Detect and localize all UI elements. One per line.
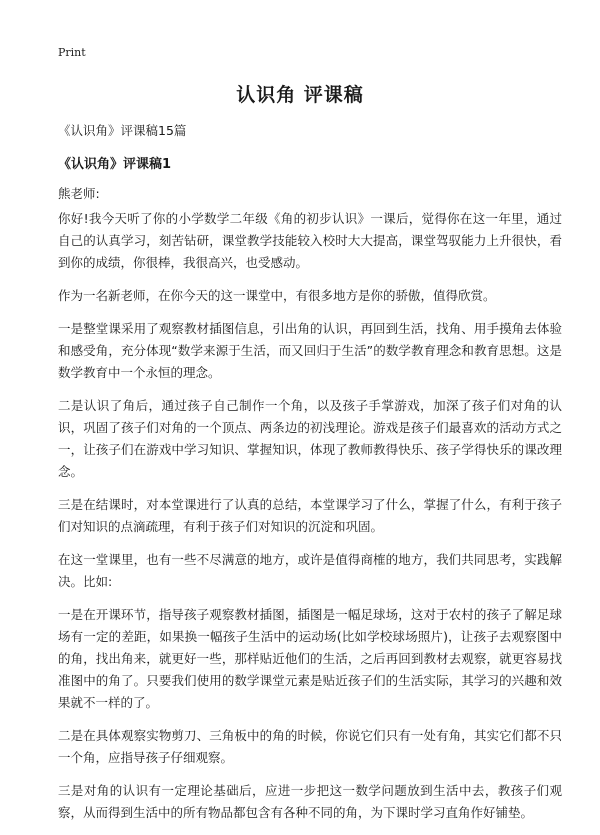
paragraph-3: 一是整堂课采用了观察教材插图信息，引出角的认识，再回到生活，找角、用手摸角去体验和感受角，充分体现“数学来源于生活，而又回归于生活”的数学教育理念和教育思想。这是数学教育中一个永恒的理念。 [58,321,562,380]
paragraph-5: 三是在结课时，对本堂课进行了认真的总结，本堂课学习了什么，掌握了什么，有利于孩子们对知识的点滴疏理，有利于孩子们对知识的沉淀和巩固。 [58,497,562,534]
document-body [58,208,562,835]
section-heading: 《认识角》评课稿1 [58,157,172,172]
paragraph-6: 在这一堂课里，也有一些不尽满意的地方，或许是值得商榷的地方，我们共同思考，实践解决。比如: [58,552,562,589]
page-subtitle: 《认识角》评课稿15篇 [58,123,187,138]
paragraph-9: 三是对角的认识有一定理论基础后，应进一步把这一数学问题放到生活中去，教孩子们观察，从而得到生活中的所有物品都包含有各种不同的角，为下课时学习直角作好铺垫。 [58,783,562,820]
paragraph-7: 一是在开课环节，指导孩子观察教材插图，插图是一幅足球场，这对于农村的孩子了解足球场有一定的差距，如果换一幅孩子生活中的运动场(比如学校球场照片)，让孩子去观察图中的角，找出角来，就更好一些，那样贴近他们的生活，之后再回到教材去观察，就更容易找准图中的角了。只要我们使用的数学课堂元素是贴近孩子们的生活实际，其学习的兴趣和效果就不一样的了。 [58,607,562,710]
paragraph-8: 二是在具体观察实物剪刀、三角板中的角的时候，你说它们只有一处有角，其实它们都不只一个角，应指导孩子仔细观察。 [58,728,562,765]
paragraph-1: 你好!我今天听了你的小学数学二年级《角的初步认识》一课后，觉得你在这一年里，通过自己的认真学习，刻苦钻研，课堂教学技能较入校时大大提高，课堂驾驭能力上升很快，看到你的成绩，你很棒，我很高兴，也受感动。 [58,211,562,270]
paragraph-4: 二是认识了角后，通过孩子自己制作一个角，以及孩子手掌游戏，加深了孩子们对角的认识，巩固了孩子们对角的一个顶点、两条边的初浅理论。游戏是孩子们最喜欢的活动方式之一，让孩子们在游戏中学习知识、掌握知识，体现了教师教得快乐、孩子学得快乐的课改理念。 [58,398,562,479]
print-label: Print [58,46,86,59]
page-title: 认识角 评课稿 [236,84,364,106]
paragraph-2: 作为一名新老师，在你今天的这一课堂中，有很多地方是你的骄傲，值得欣赏。 [58,288,496,303]
salutation: 熊老师: [58,186,100,201]
